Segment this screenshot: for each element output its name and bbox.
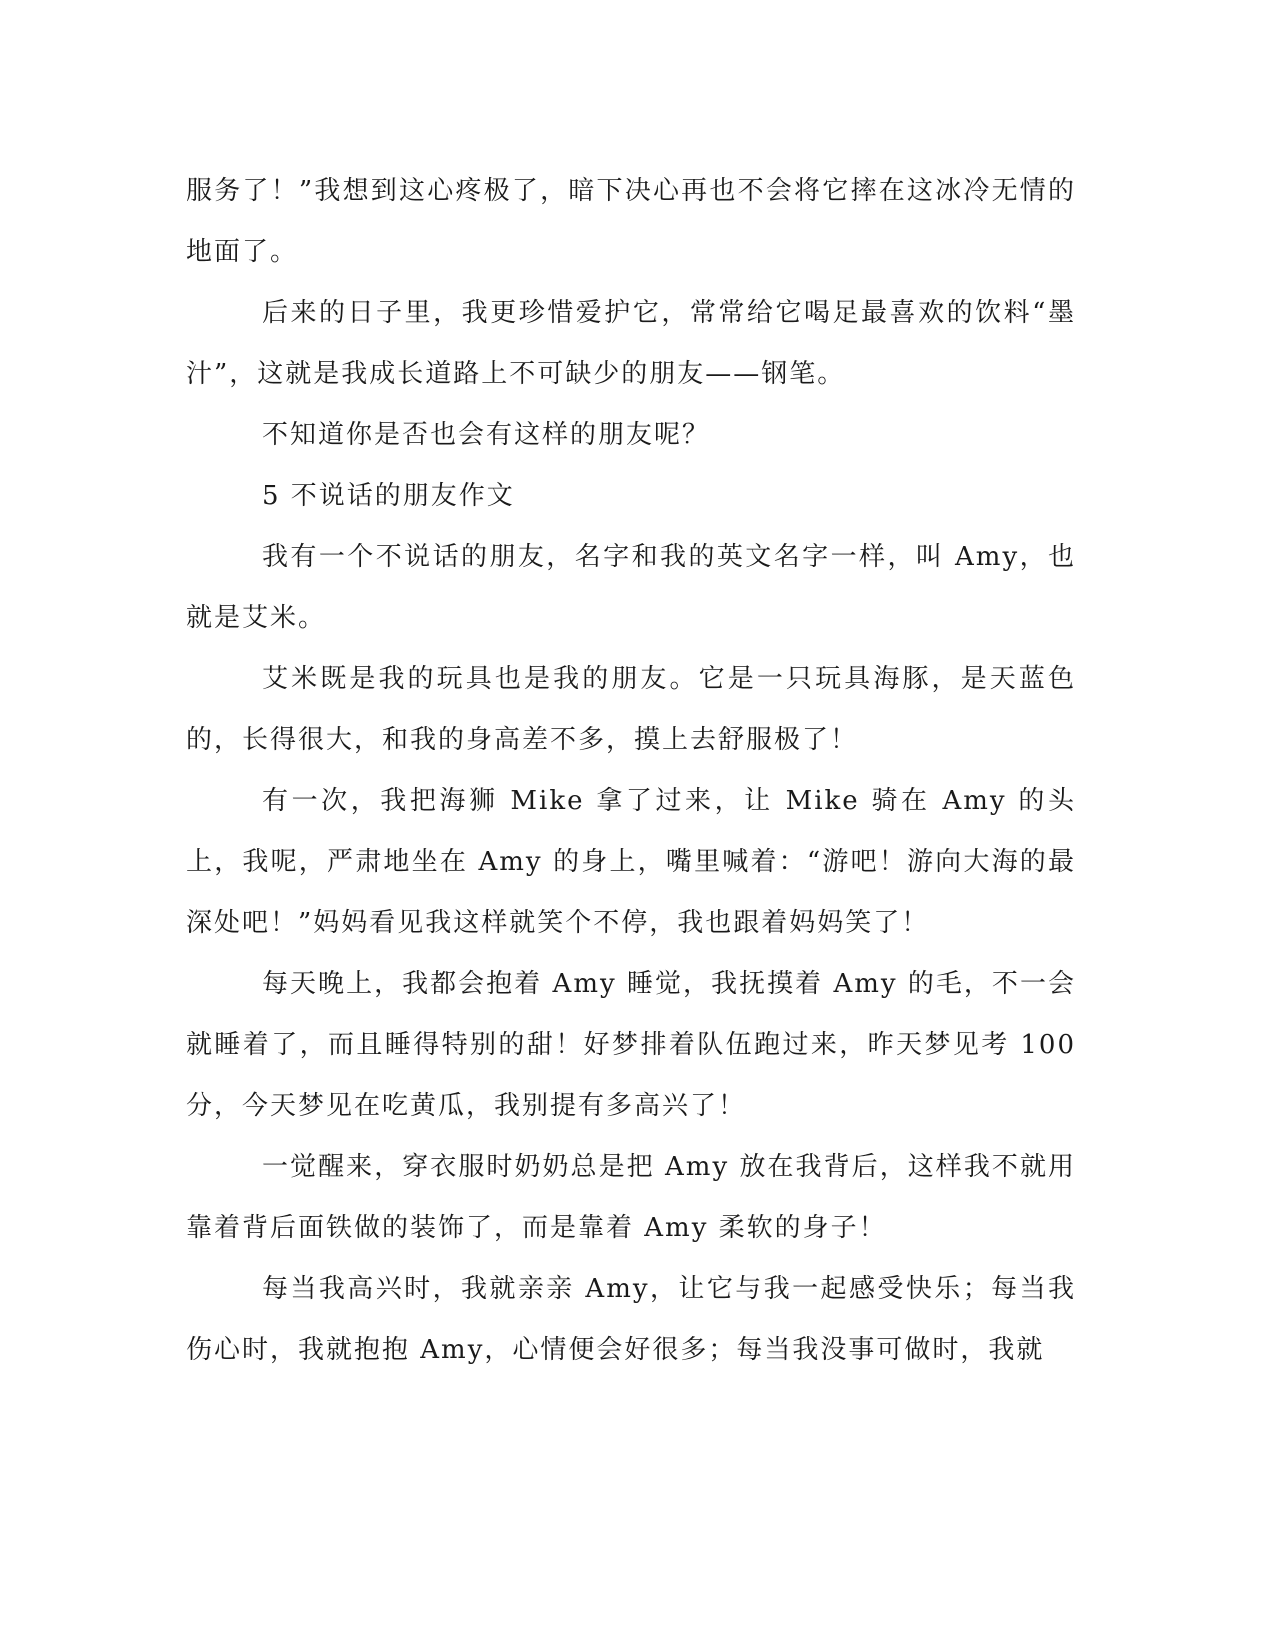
paragraph: 艾米既是我的玩具也是我的朋友。它是一只玩具海豚，是天蓝色的，长得很大，和我的身高差不多，摸上去舒服极了！ — [186, 664, 1076, 755]
section-heading: 5 不说话的朋友作文 — [262, 481, 515, 511]
paragraph: 后来的日子里，我更珍惜爱护它，常常给它喝足最喜欢的饮料“墨汁”，这就是我成长道路上不可缺少的朋友——钢笔。 — [186, 298, 1076, 389]
paragraph: 有一次，我把海狮 Mike 拿了过来，让 Mike 骑在 Amy 的头上，我呢，严肃地坐在 Amy 的身上，嘴里喊着：“游吧！游向大海的最深处吧！”妈妈看见我这样就笑个不停，我也跟着妈妈笑了！ — [186, 786, 1076, 938]
document-body — [186, 161, 1076, 1381]
paragraph: 每天晚上，我都会抱着 Amy 睡觉，我抚摸着 Amy 的毛，不一会就睡着了，而且睡得特别的甜！好梦排着队伍跑过来，昨天梦见考 100 分，今天梦见在吃黄瓜，我别提有多高兴了！ — [186, 969, 1076, 1121]
paragraph: 不知道你是否也会有这样的朋友呢？ — [262, 420, 711, 450]
paragraph-continuation: 服务了！”我想到这心疼极了，暗下决心再也不会将它摔在这冰冷无情的地面了。 — [186, 176, 1076, 267]
paragraph: 一觉醒来，穿衣服时奶奶总是把 Amy 放在我背后，这样我不就用靠着背后面铁做的装饰了，而是靠着 Amy 柔软的身子！ — [186, 1152, 1076, 1243]
paragraph: 每当我高兴时，我就亲亲 Amy，让它与我一起感受快乐；每当我伤心时，我就抱抱 Amy，心情便会好很多；每当我没事可做时，我就 — [186, 1274, 1076, 1365]
paragraph: 我有一个不说话的朋友，名字和我的英文名字一样，叫 Amy，也就是艾米。 — [186, 542, 1076, 633]
